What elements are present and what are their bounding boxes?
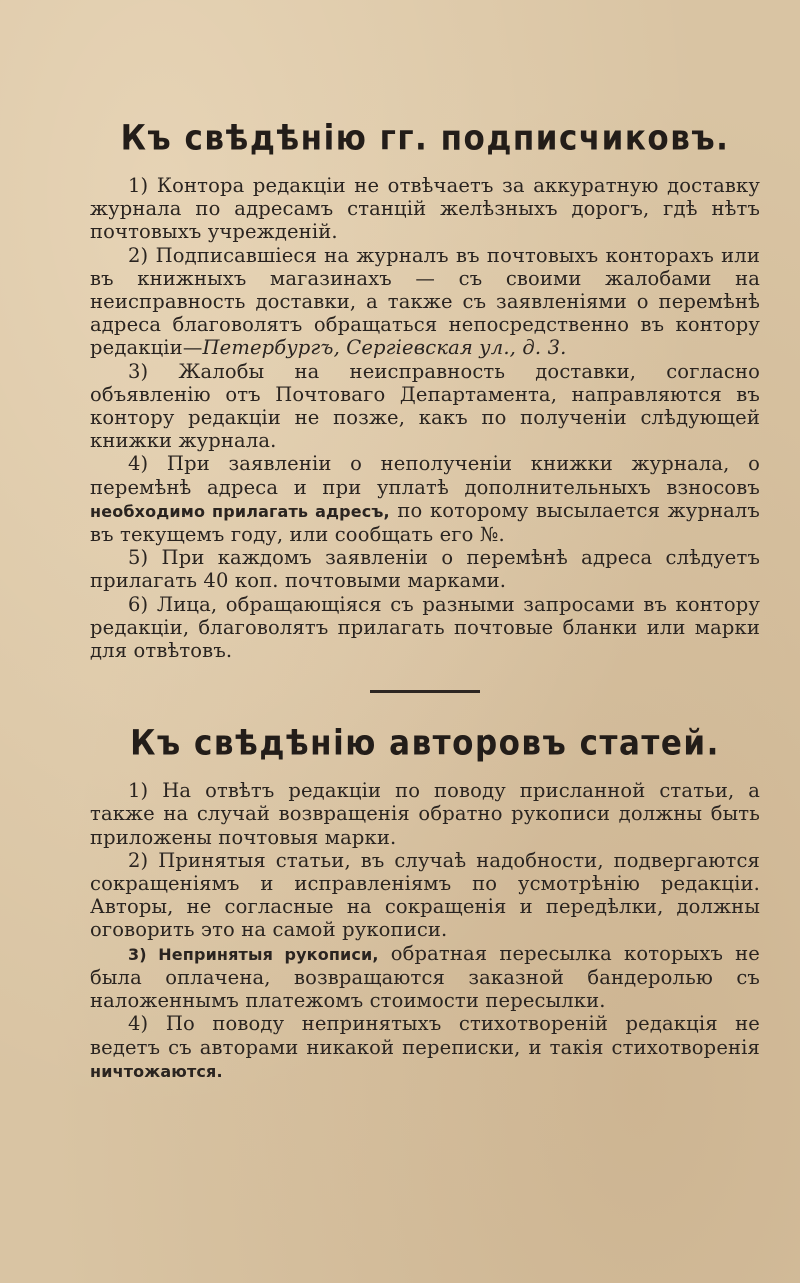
authors-paragraph-4 <box>90 1012 760 1083</box>
paragraph-3-end: обратная пересылка которыхъ не была оплачена, возвращаются заказной бандеролью съ наложеннымъ платежомъ стоимости пересылки. <box>90 941 760 1013</box>
paragraph-3-emphasis: 3) Непринятыя рукописи, <box>128 944 379 964</box>
paragraph-4-start: 4) При заявленіи о неполученіи книжки журнала, о перемѣнѣ адреса и при уплатѣ дополнительныхъ взносовъ <box>90 452 760 499</box>
subscribers-paragraph-1: 1) Контора редакціи не отвѣчаетъ за аккуратную доставку журнала по адресамъ станцій желѣзныхъ дорогъ, гдѣ нѣтъ почтовыхъ учрежденій. <box>90 174 760 244</box>
authors-notice-body <box>90 779 760 1083</box>
subscribers-paragraph-3: 3) Жалобы на неисправность доставки, согласно объявленію отъ Почтоваго Департамента, направляются въ контору редакціи не позже, какъ по полученіи слѣдующей книжки журнала. <box>90 359 760 453</box>
subscribers-notice-body <box>90 174 760 662</box>
office-address: Петербургъ, Сергіевская ул., д. 3. <box>202 336 567 360</box>
document-page <box>90 118 760 1083</box>
authors-paragraph-2: 2) Принятыя статьи, въ случаѣ надобности, подвергаются сокращеніямъ и исправленіямъ по усмотрѣнію редакціи. Авторы, не согласные на сокращенія и передѣлки, должны оговорить это на самой рукописи. <box>90 848 760 942</box>
paragraph-4-end: по которому высылается журналъ въ текущемъ году, или сообщать его №. <box>90 498 760 547</box>
authors-paragraph-1: 1) На отвѣтъ редакціи по поводу присланной статьи, а также на случай возвращенія обратно рукописи должны быть приложены почтовыя марки. <box>90 779 760 849</box>
paragraph-4-emphasis: необходимо прилагать адресъ, <box>90 501 390 521</box>
subscribers-paragraph-2 <box>90 244 760 360</box>
subscribers-paragraph-4 <box>90 452 760 546</box>
subscribers-paragraph-5: 5) При каждомъ заявленіи о перемѣнѣ адреса слѣдуетъ прилагать 40 коп. почтовыми марками. <box>90 546 760 593</box>
paragraph-2-text: 2) Подписавшіеся на журналъ въ почтовыхъ конторахъ или въ книжныхъ магазинахъ — съ своими жалобами на неисправность доставки, а также съ заявленіями о перемѣнѣ адреса благоволятъ обращаться непосредственно въ контору редакціи— <box>90 243 760 360</box>
authors-notice-title: Къ свѣдѣнію авторовъ статей. <box>130 723 720 764</box>
section-divider <box>370 690 480 693</box>
subscribers-notice-title: Къ свѣдѣнію гг. подписчиковъ. <box>120 118 730 159</box>
subscribers-paragraph-6: 6) Лица, обращающіяся съ разными запросами въ контору редакціи, благоволятъ прилагать почтовые бланки или марки для отвѣтовъ. <box>90 592 760 663</box>
paragraph-4-start: 4) По поводу непринятыхъ стихотвореній редакція не ведетъ съ авторами никакой переписки, и такія стихотворенія <box>90 1012 760 1059</box>
paragraph-4-emphasis: ничтожаются. <box>90 1061 223 1081</box>
authors-paragraph-3 <box>90 942 760 1013</box>
